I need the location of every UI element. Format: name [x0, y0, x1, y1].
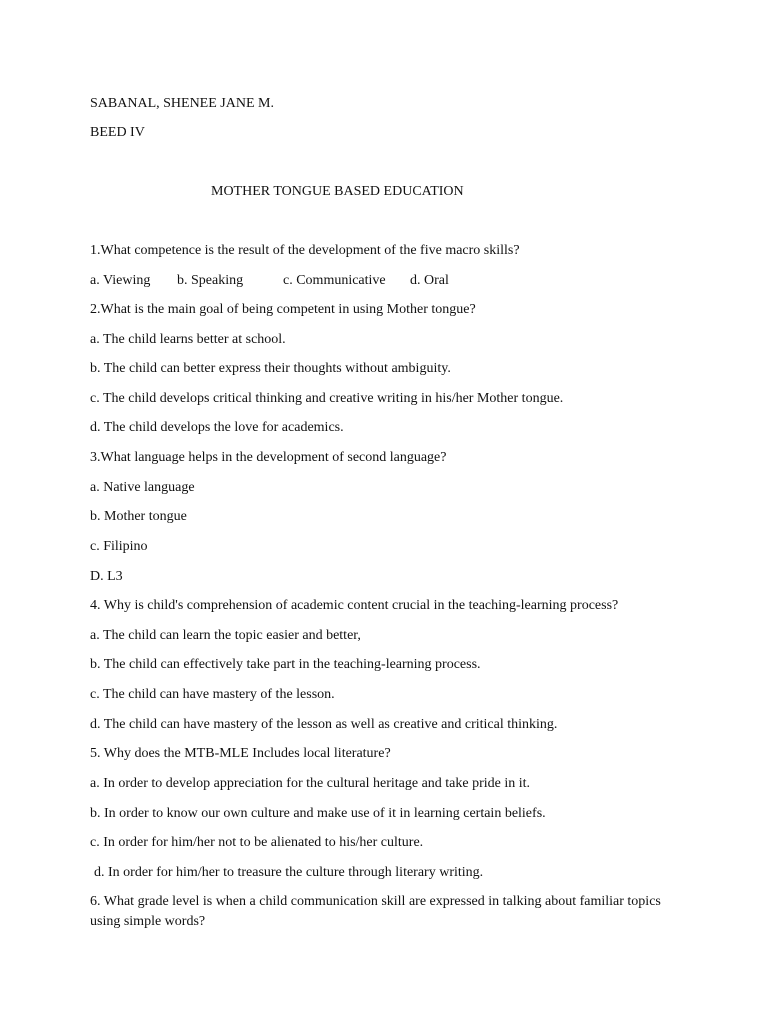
option-4c: c. The child can have mastery of the lesson. — [90, 687, 335, 702]
option-3a: a. Native language — [90, 480, 195, 495]
option-3d: D. L3 — [90, 569, 123, 584]
option-2c: c. The child develops critical thinking and creative writing in his/her Mother tongue. — [90, 391, 564, 406]
option-4b: b. The child can effectively take part in the teaching-learning process. — [90, 657, 481, 672]
option-2a: a. The child learns better at school. — [90, 332, 286, 347]
option-3b: b. Mother tongue — [90, 509, 187, 524]
student-name: SABANAL, SHENEE JANE M. — [90, 96, 274, 111]
option-1b: b. Speaking — [177, 273, 244, 288]
option-1c: c. Communicative — [283, 273, 386, 288]
question-1-options — [90, 272, 449, 290]
document-title: MOTHER TONGUE BASED EDUCATION — [211, 184, 464, 199]
option-5a: a. In order to develop appreciation for the cultural heritage and take pride in it. — [90, 776, 531, 791]
option-5d: d. In order for him/her to treasure the culture through literary writing. — [94, 865, 484, 880]
option-4a: a. The child can learn the topic easier and better, — [90, 628, 361, 643]
option-1a: a. Viewing — [90, 273, 151, 288]
course-label: BEED IV — [90, 125, 145, 140]
option-2d: d. The child develops the love for academics. — [90, 420, 344, 435]
option-5c: c. In order for him/her not to be alienated to his/her culture. — [90, 835, 424, 850]
question-3: 3.What language helps in the development of second language? — [90, 450, 447, 465]
option-5b: b. In order to know our own culture and make use of it in learning certain beliefs. — [90, 806, 546, 821]
question-2: 2.What is the main goal of being competent in using Mother tongue? — [90, 302, 476, 317]
question-6: 6. What grade level is when a child communication skill are expressed in talking about familiar topics using simple words? — [90, 894, 661, 929]
option-1d: d. Oral — [410, 273, 449, 288]
question-4: 4. Why is child's comprehension of academic content crucial in the teaching-learning process? — [90, 598, 619, 613]
option-3c: c. Filipino — [90, 539, 148, 554]
question-5: 5. Why does the MTB-MLE Includes local literature? — [90, 746, 391, 761]
question-1: 1.What competence is the result of the development of the five macro skills? — [90, 243, 520, 258]
option-2b: b. The child can better express their thoughts without ambiguity. — [90, 361, 451, 376]
option-4d: d. The child can have mastery of the lesson as well as creative and critical thinking. — [90, 717, 558, 732]
